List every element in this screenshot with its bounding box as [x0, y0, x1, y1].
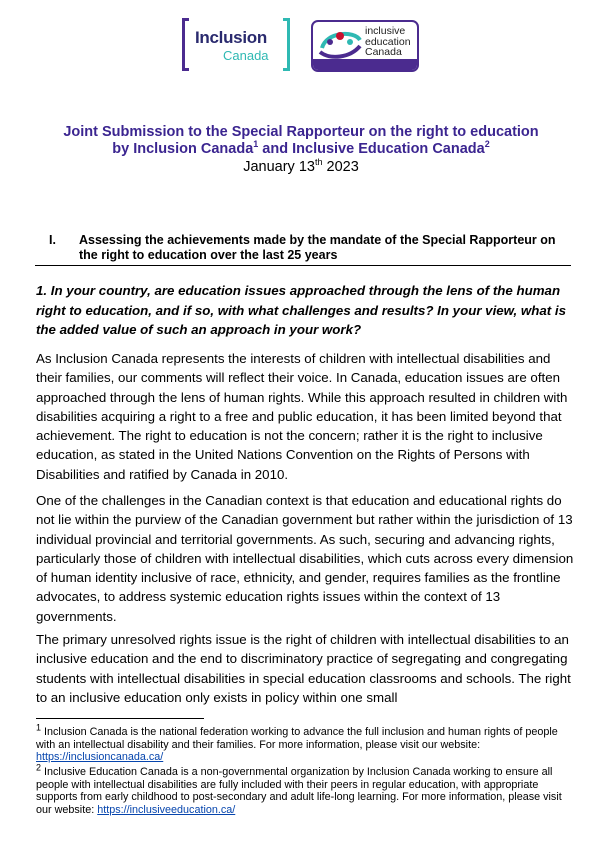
section-number: I.: [49, 233, 56, 247]
title-line-2: by Inclusion Canada$^1$ and Inclusive Education Canada$^2$: [112, 139, 490, 157]
footnote-ref-2[interactable]: 2: [484, 139, 490, 150]
footnote-2: $^2$ Inclusive Education Canada is a non-governmental organization by Inclusion Canada working to ensure all people with intellectual disabilities are fully included with their peers in regular education, with appropriate supports from early childhood to post-secondary and adult life-long learning. For more information, please visit our website: https://inclusiveeducation.ca/: [36, 762, 562, 816]
section-heading-text: Assessing the achievements made by the mandate of the Special Rapporteur on the right to education over the last 25 years: [79, 233, 556, 262]
logo-bracket-right: [283, 18, 290, 71]
inclusive-education-canada-logo: [311, 20, 419, 72]
document-title: [0, 124, 602, 158]
document-date: January 13th 2023: [243, 157, 359, 175]
inclusion-canada-logo: [182, 18, 290, 73]
title-line-1: Joint Submission to the Special Rapporteur on the right to education: [63, 124, 539, 140]
paragraph-2: One of the challenges in the Canadian context is that education and educational rights do not lie within the purview of the Canadian government but rather within the jurisdiction of 13 individual provincial and territorial governments. As such, securing and advancing rights, particularly those of children with intellectual disabilities, which cuts across every dimension of human identity inclusive of race, ethnicity, and gender, requires families as the frontline advocates, to address systemic education rights issues within the context of 13 governments.: [36, 493, 574, 624]
logo-bracket-left: [182, 18, 189, 71]
people-circle-icon: [316, 26, 364, 60]
logo-band: [313, 59, 417, 70]
footnote-ref-1[interactable]: 1: [253, 139, 259, 150]
logo-name: Inclusion: [195, 28, 267, 47]
paragraph-1: As Inclusion Canada represents the interests of children with intellectual disabilities and their families, our comments will reflect their voice. In Canada, education issues are often approached through the lens of human rights. While this approach resulted in children with disabilities acquiring a right to a free and public education, it has been limited beyond that achievement. The right to education is not the concern; rather it is the right to inclusive education, as stated in the United Nations Convention on the Rights of Persons with Disabilities and ratified by Canada in 2010.: [36, 351, 568, 482]
logo-text: inclusive education Canada: [365, 25, 411, 58]
section-divider: [35, 265, 571, 266]
footnote-divider: [36, 718, 204, 719]
footnote-1-link[interactable]: https://inclusioncanada.ca/: [36, 751, 164, 763]
footnote-1: $^1$ Inclusion Canada is the national federation working to advance the full inclusion and human rights of people with an intellectual disability and their families. For more information, please visit our website: https://inclusioncanada.ca/: [36, 722, 558, 763]
logo-sub: Canada: [223, 48, 269, 63]
section-heading: [49, 233, 559, 263]
paragraph-3: The primary unresolved rights issue is the right of children with intellectual disabilities to an inclusive education and the end to discriminatory practice of segregating and congregating students with intellectual disabilities in special education classrooms and schools. The right to an inclusive education only exists in policy within one small: [36, 632, 571, 705]
question-1: 1. In your country, are education issues approached through the lens of the human right to education, and if so, with what challenges and results? In your view, what is the added value of such an approach in your work?: [36, 283, 566, 337]
footnote-2-link[interactable]: https://inclusiveeducation.ca/: [97, 803, 236, 816]
